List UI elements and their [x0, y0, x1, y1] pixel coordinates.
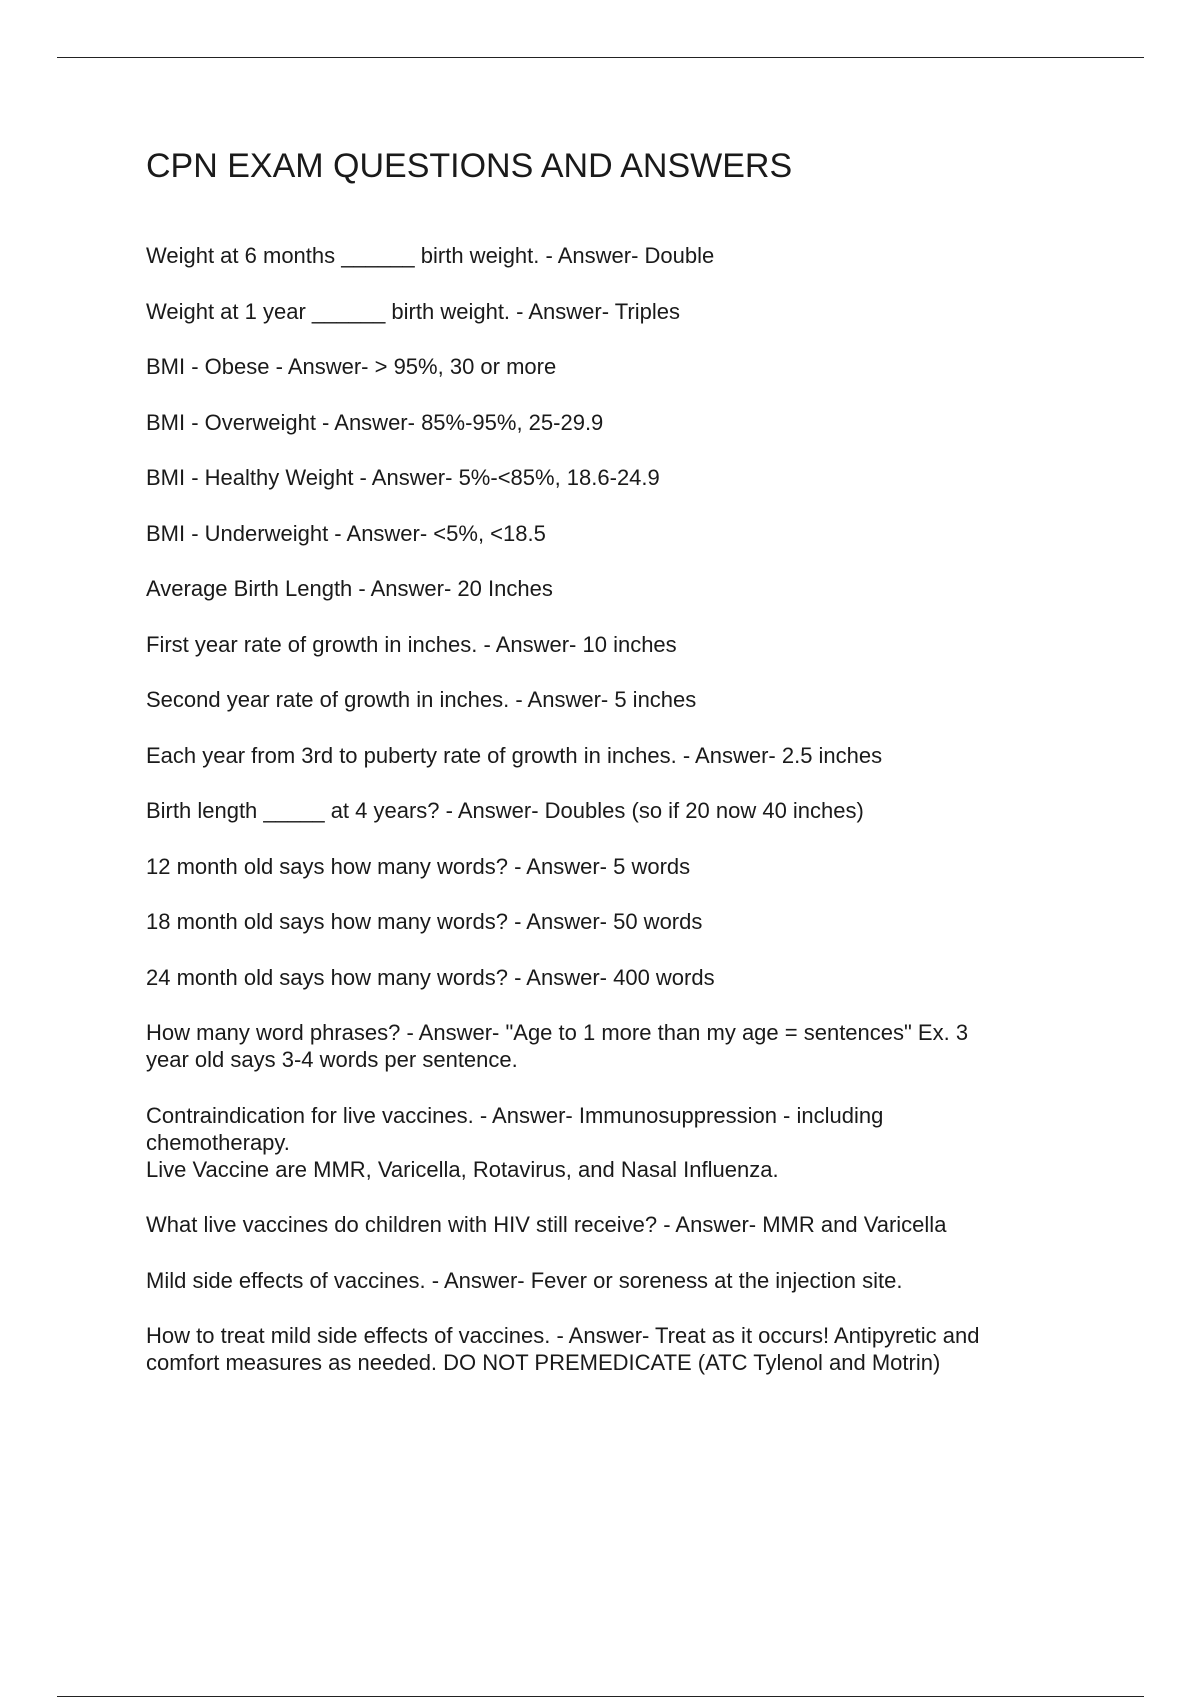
qa-item: [146, 908, 1076, 935]
qa-item: [146, 1211, 1076, 1238]
qa-text-line: Each year from 3rd to puberty rate of growth in inches. - Answer- 2.5 inches: [146, 742, 883, 768]
qa-item: [146, 575, 1076, 602]
qa-text-line: 12 month old says how many words? - Answer- 5 words: [146, 853, 691, 879]
qa-text-line: What live vaccines do children with HIV still receive? - Answer- MMR and Varicella: [146, 1212, 947, 1237]
qa-list: [146, 242, 1076, 1405]
qa-text-line: chemotherapy.: [146, 1129, 290, 1155]
page-title: CPN EXAM QUESTIONS AND ANSWERS: [146, 147, 793, 185]
qa-item: [146, 409, 1076, 436]
qa-text-line: First year rate of growth in inches. - Answer- 10 inches: [146, 631, 677, 657]
top-divider: [57, 57, 1144, 58]
qa-text-line: BMI - Overweight - Answer- 85%-95%, 25-29.9: [146, 409, 604, 435]
qa-text-line: Contraindication for live vaccines. - Answer- Immunosuppression - including: [146, 1102, 884, 1128]
qa-text-line: Weight at 1 year ______ birth weight. - Answer- Triples: [146, 298, 680, 324]
qa-item: [146, 242, 1076, 269]
qa-item: [146, 964, 1076, 991]
qa-text-line: How to treat mild side effects of vaccines. - Answer- Treat as it occurs! Antipyretic and: [146, 1323, 980, 1348]
qa-text-line: year old says 3-4 words per sentence.: [146, 1047, 518, 1072]
qa-text-line: BMI - Healthy Weight - Answer- 5%-<85%, 18.6-24.9: [146, 465, 660, 490]
qa-text-line: Mild side effects of vaccines. - Answer- Fever or soreness at the injection site.: [146, 1267, 903, 1293]
qa-item: [146, 631, 1076, 658]
qa-item: [146, 1322, 1076, 1376]
qa-text-line: Birth length _____ at 4 years? - Answer- Doubles (so if 20 now 40 inches): [146, 798, 864, 823]
qa-item: [146, 1267, 1076, 1294]
qa-item: [146, 520, 1076, 547]
qa-text-line: Weight at 6 months ______ birth weight. - Answer- Double: [146, 243, 715, 268]
qa-item: [146, 1019, 1076, 1073]
qa-item: [146, 686, 1076, 713]
qa-item: [146, 797, 1076, 824]
qa-item: [146, 742, 1076, 769]
bottom-divider: [57, 1696, 1144, 1697]
qa-text-line: Live Vaccine are MMR, Varicella, Rotavirus, and Nasal Influenza.: [146, 1156, 779, 1182]
qa-text-line: comfort measures as needed. DO NOT PREMEDICATE (ATC Tylenol and Motrin): [146, 1350, 941, 1375]
qa-text-line: Second year rate of growth in inches. - Answer- 5 inches: [146, 687, 697, 712]
qa-item: [146, 298, 1076, 325]
qa-text-line: 24 month old says how many words? - Answer- 400 words: [146, 964, 715, 990]
qa-item: [146, 853, 1076, 880]
qa-item: [146, 464, 1076, 491]
qa-text-line: How many word phrases? - Answer- "Age to 1 more than my age = sentences" Ex. 3: [146, 1020, 969, 1045]
qa-item: [146, 1102, 1076, 1183]
qa-item: [146, 353, 1076, 380]
qa-text-line: 18 month old says how many words? - Answer- 50 words: [146, 909, 703, 934]
qa-text-line: Average Birth Length - Answer- 20 Inches: [146, 576, 553, 601]
qa-text-line: BMI - Underweight - Answer- <5%, <18.5: [146, 520, 546, 546]
qa-text-line: BMI - Obese - Answer- > 95%, 30 or more: [146, 354, 557, 379]
